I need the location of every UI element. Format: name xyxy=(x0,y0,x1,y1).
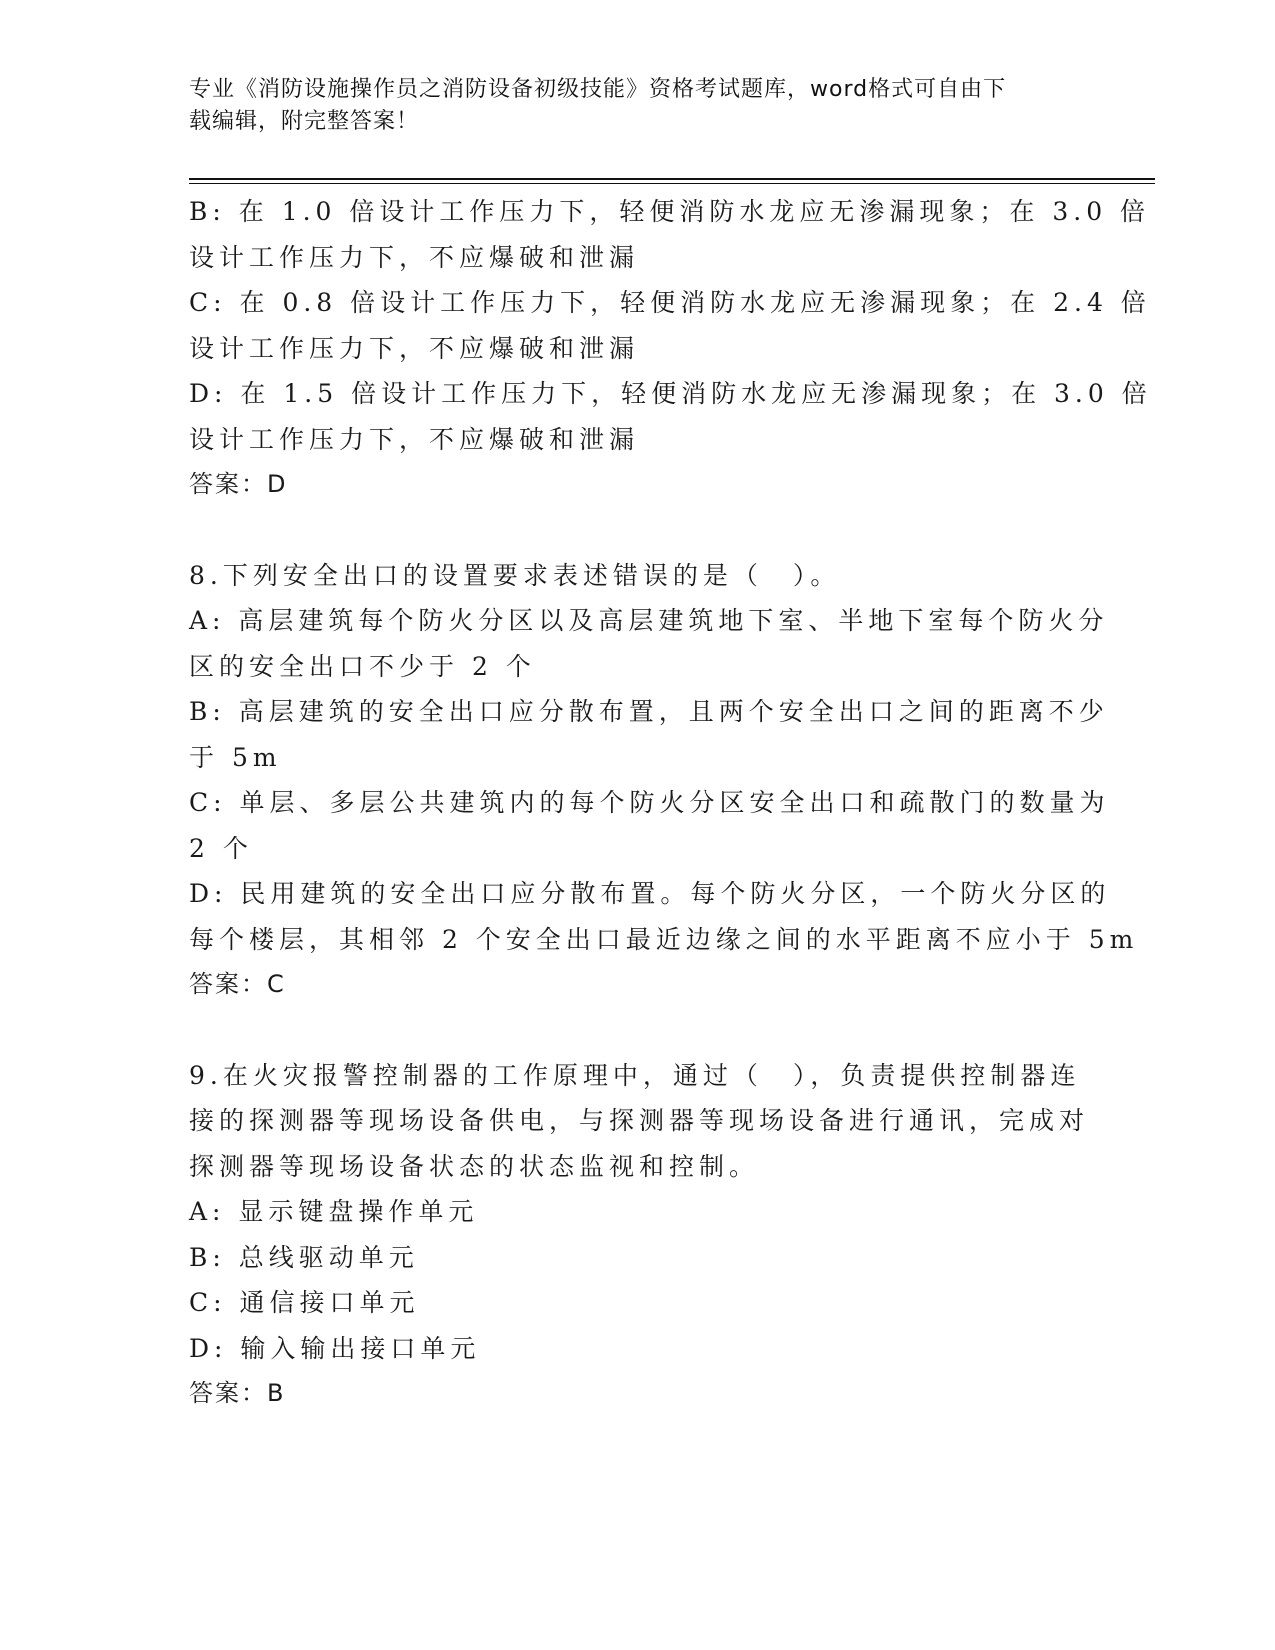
previous-question-continuation xyxy=(189,189,1152,508)
question-9 xyxy=(189,1053,1090,1417)
answer-label: 答案：D xyxy=(189,470,288,498)
option-d-line-2: 设计工作压力下，不应爆破和泄漏 xyxy=(189,424,640,454)
option-c-line-2: 2 个 xyxy=(189,833,253,863)
question-stem-line-3: 探测器等现场设备状态的状态监视和控制。 xyxy=(189,1151,760,1181)
question-stem-line-2: 接的探测器等现场设备供电，与探测器等现场设备进行通讯，完成对 xyxy=(189,1106,1090,1135)
option-d-line-2: 每个楼层，其相邻 2 个安全出口最近边缘之间的水平距离不应小于 5m xyxy=(189,924,1139,954)
option-c: C: 通信接口单元 xyxy=(189,1288,420,1317)
option-a: A: 显示键盘操作单元 xyxy=(189,1197,479,1226)
option-d-line-1: D: 民用建筑的安全出口应分散布置。每个防火分区，一个防火分区的 xyxy=(189,879,1111,908)
option-c-line-1: C: 单层、多层公共建筑内的每个防火分区安全出口和疏散门的数量为 xyxy=(189,788,1110,817)
option-a-line-1: A: 高层建筑每个防火分区以及高层建筑地下室、半地下室每个防火分 xyxy=(189,606,1109,635)
option-b-line-1: B: 在 1.0 倍设计工作压力下，轻便消防水龙应无渗漏现象；在 3.0 倍 xyxy=(189,197,1151,226)
spacer xyxy=(189,508,1069,553)
option-c-line-1: C: 在 0.8 倍设计工作压力下，轻便消防水龙应无渗漏现象；在 2.4 倍 xyxy=(189,288,1151,317)
option-d: D: 输入输出接口单元 xyxy=(189,1333,481,1363)
question-8 xyxy=(189,553,1139,1008)
header-line-1: 专业《消防设施操作员之消防设备初级技能》资格考试题库，word格式可自由下 xyxy=(189,77,1007,102)
option-b: B: 总线驱动单元 xyxy=(189,1242,419,1272)
answer-label: 答案：B xyxy=(189,1379,286,1407)
option-b-line-1: B: 高层建筑的安全出口应分散布置，且两个安全出口之间的距离不少 xyxy=(189,697,1109,726)
header-divider-thin xyxy=(189,183,1155,184)
option-a-line-2: 区的安全出口不少于 2 个 xyxy=(189,651,536,681)
option-b-line-2: 于 5m xyxy=(189,742,282,772)
question-stem-line-1: 9.在火灾报警控制器的工作原理中，通过（ ），负责提供控制器连 xyxy=(189,1060,1081,1090)
spacer xyxy=(189,1008,1069,1053)
option-d-line-1: D: 在 1.5 倍设计工作压力下，轻便消防水龙应无渗漏现象；在 3.0 倍 xyxy=(189,379,1152,408)
document-body xyxy=(189,189,1152,1417)
header-divider-thick xyxy=(189,178,1155,180)
header-line-2: 载编辑，附完整答案！ xyxy=(189,109,420,134)
option-b-line-2: 设计工作压力下，不应爆破和泄漏 xyxy=(189,242,640,272)
document-header xyxy=(189,74,1089,138)
question-stem: 8.下列安全出口的设置要求表述错误的是（ ）。 xyxy=(189,560,841,590)
option-c-line-2: 设计工作压力下，不应爆破和泄漏 xyxy=(189,333,640,363)
answer-label: 答案：C xyxy=(189,970,286,998)
